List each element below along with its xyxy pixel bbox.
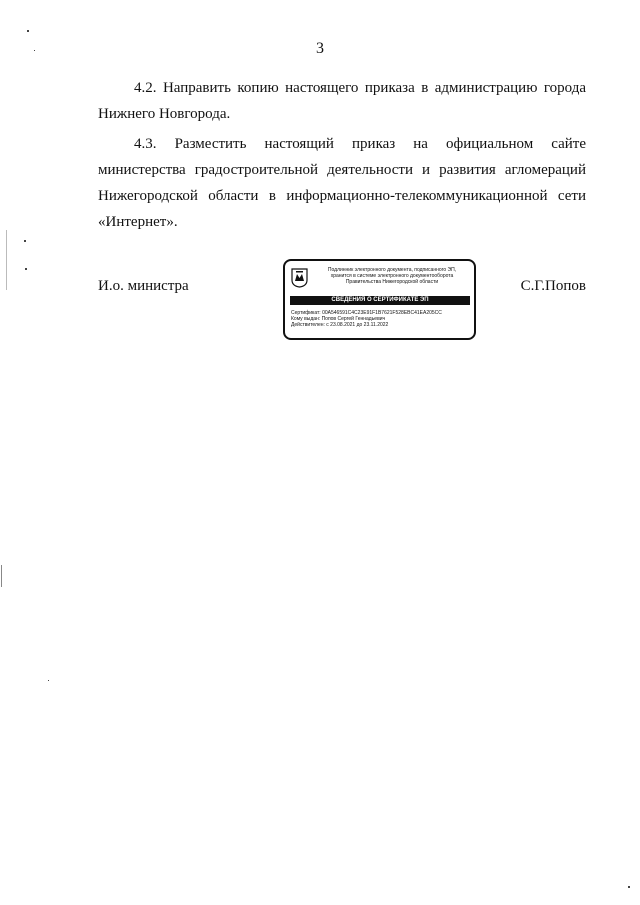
signatory-role: И.о. министра	[98, 278, 189, 294]
stamp-certificate: Сертификат: 00A546591C4C23E91F1B7621F528EBC41EA205CC	[291, 310, 442, 316]
page-number: 3	[316, 40, 324, 57]
stamp-title: СВЕДЕНИЯ О СЕРТИФИКАТЕ ЭП	[290, 296, 470, 305]
stamp-header-line: Подлинник электронного документа, подписанного ЭП,	[327, 267, 457, 273]
scan-speck	[1, 565, 2, 587]
stamp-details	[291, 310, 471, 328]
electronic-signature-stamp	[283, 259, 476, 340]
scan-speck	[48, 680, 49, 681]
paragraph-text: Направить копию настоящего приказа в администрацию города Нижнего Новгорода.	[98, 80, 586, 122]
paragraph-number: 4.3.	[134, 136, 157, 152]
scan-speck	[34, 50, 35, 51]
scan-speck	[24, 240, 26, 242]
stamp-header-line: хранится в системе электронного документооборота	[330, 273, 454, 279]
stamp-header	[311, 267, 473, 285]
stamp-validity: Действителен: с 23.08.2021 до 23.11.2022	[291, 322, 389, 328]
scan-speck	[6, 230, 7, 290]
paragraph-text: Разместить настоящий приказ на официальном сайте министерства градостроительной деятельности и развития агломераций Нижегородской области в информационно-телекоммуникационной сети «Интернет».	[98, 136, 586, 230]
scan-speck	[628, 886, 630, 888]
scan-speck	[25, 268, 27, 270]
paragraph-number: 4.2.	[134, 80, 157, 96]
stamp-header-line: Правительства Нижегородской области	[345, 279, 439, 285]
paragraph-4-2	[98, 75, 586, 127]
signatory-name: С.Г.Попов	[520, 278, 586, 294]
paragraph-4-3	[98, 131, 586, 235]
coat-of-arms-icon	[291, 268, 308, 288]
stamp-issued-to: Кому выдан: Попов Сергей Геннадьевич	[291, 316, 386, 322]
scan-speck	[27, 30, 29, 32]
